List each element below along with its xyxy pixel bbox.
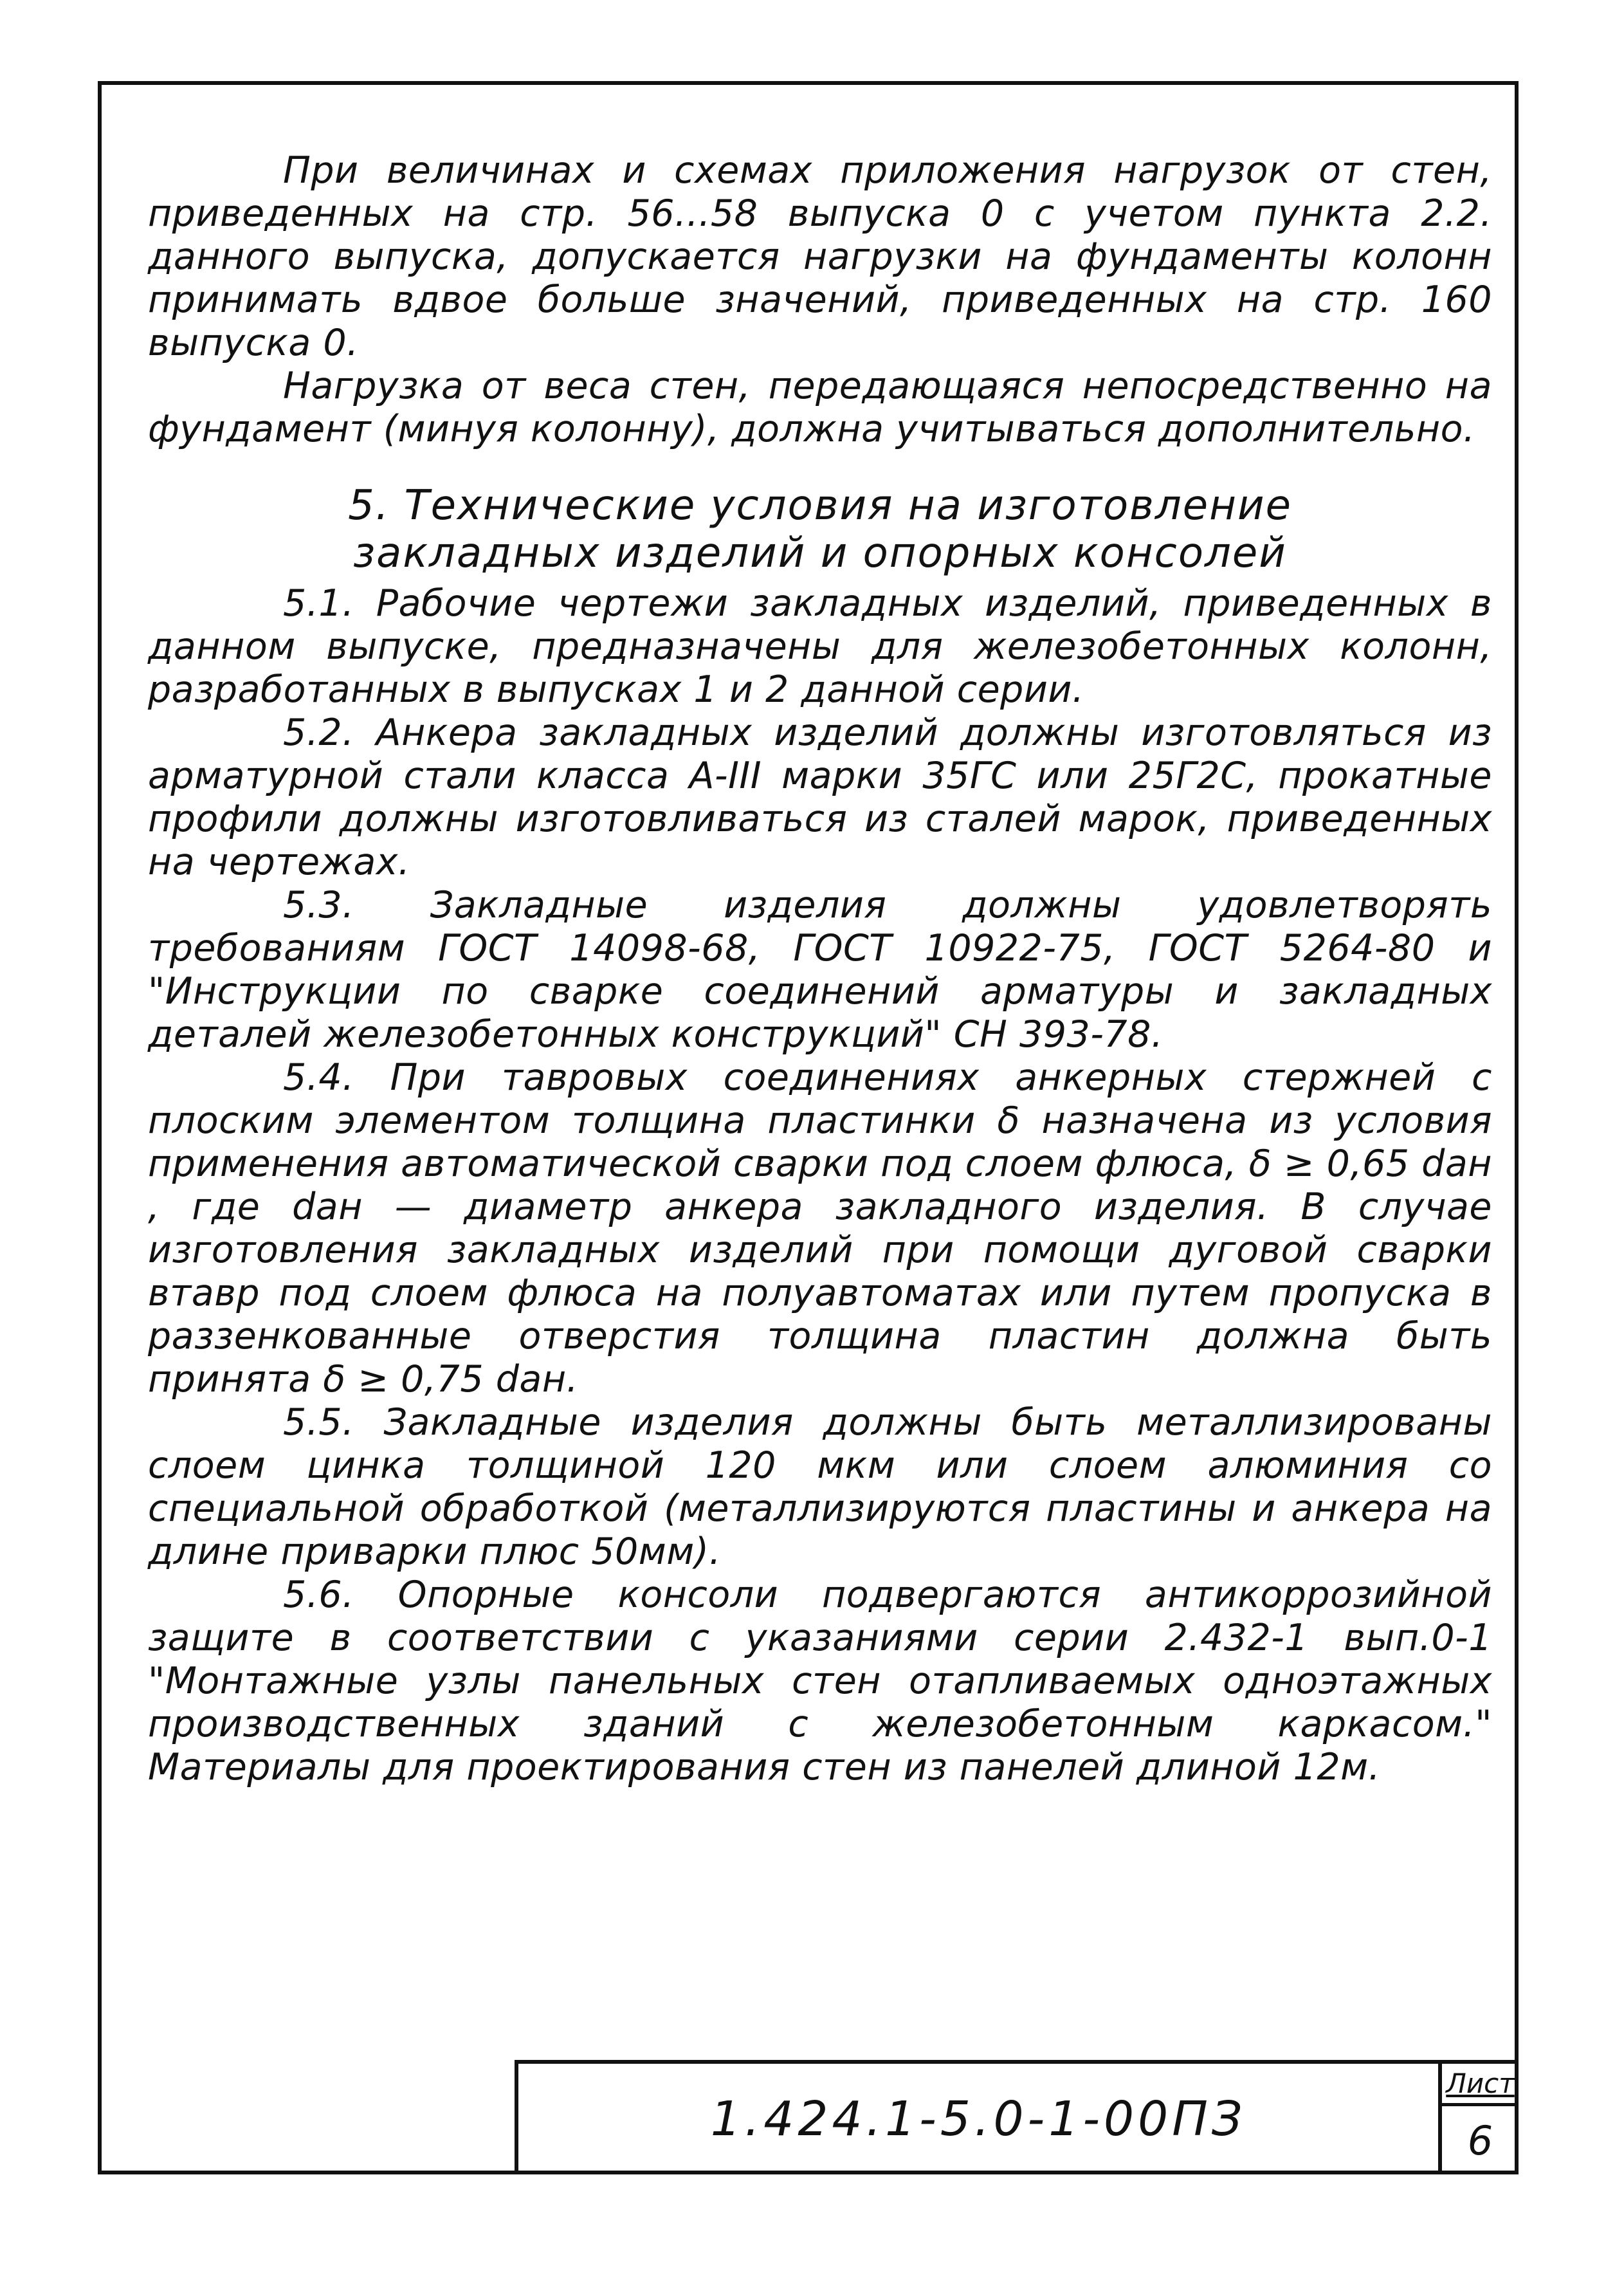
sheet-number: 6 xyxy=(1467,2117,1493,2164)
paragraph-load-values: При величинах и схемах приложения нагрузок от стен, приведенных на стр. 56...58 выпуска 0 с учетом пункта 2.2. данного выпуска, допускается нагрузки на фундаменты колонн принимать вдвое больше значений, приведенных на стр. 160 выпуска 0. xyxy=(148,149,1492,364)
sheet-cell xyxy=(1438,2064,1519,2174)
section-heading-line-1: 5. Технические условия на изготовление xyxy=(348,482,1292,529)
paragraph-wall-weight: Нагрузка от веса стен, передающаяся непосредственно на фундамент (минуя колонну), должна учитываться дополнительно. xyxy=(148,365,1492,450)
clause-5-4: 5.4. При тавровых соединениях анкерных стержней с плоским элементом толщина пластинки δ назначена из условия применения автоматической сварки под слоем флюса, δ ≥ 0,65 dан , где dан — диаметр анкера закладного изделия. В случае изготовления закладных изделий при помощи дуговой сварки втавр под слоем флюса на полуавтоматах или путем пропуска в раззенкованные отверстия толщина пластин должна быть принята δ ≥ 0,75 dан. xyxy=(148,1056,1493,1401)
clause-5-6: 5.6. Опорные консоли подвергаются антикоррозийной защите в соответствии с указаниями серии 2.432-1 вып.0-1 "Монтажные узлы панельных стен отапливаемых одноэтажных производственных зданий с железобетонным каркасом." Материалы для проектирования стен из панелей длиной 12м. xyxy=(148,1574,1492,1788)
title-block xyxy=(515,2060,1519,2174)
section-heading xyxy=(148,482,1492,577)
clause-5-5: 5.5. Закладные изделия должны быть металлизированы слоем цинка толщиной 120 мкм или слоем алюминия со специальной обработкой (металлизируются пластины и анкера на длине приварки плюс 50мм). xyxy=(148,1401,1492,1573)
sheet-label: Лист xyxy=(1442,2064,1519,2106)
clause-5-3: 5.3. Закладные изделия должны удовлетворять требованиям ГОСТ 14098-68, ГОСТ 10922-75, ГОСТ 5264-80 и "Инструкции по сварке соединений арматуры и закладных деталей железобетонных конструкций" СН 393-78. xyxy=(148,884,1492,1056)
document-body xyxy=(148,149,1492,1789)
section-heading-line-2: закладных изделий и опорных консолей xyxy=(353,529,1287,577)
document-code: 1.424.1-5.0-1-00ПЗ xyxy=(710,2091,1246,2147)
clause-5-2: 5.2. Анкера закладных изделий должны изготовляться из арматурной стали класса А-III марки 35ГС или 25Г2С, прокатные профили должны изготовливаться из сталей марок, приведенных на чертежах. xyxy=(148,712,1492,883)
clause-5-1: 5.1. Рабочие чертежи закладных изделий, приведенных в данном выпуске, предназначены для железобетонных колонн, разработанных в выпусках 1 и 2 данной серии. xyxy=(148,582,1492,711)
